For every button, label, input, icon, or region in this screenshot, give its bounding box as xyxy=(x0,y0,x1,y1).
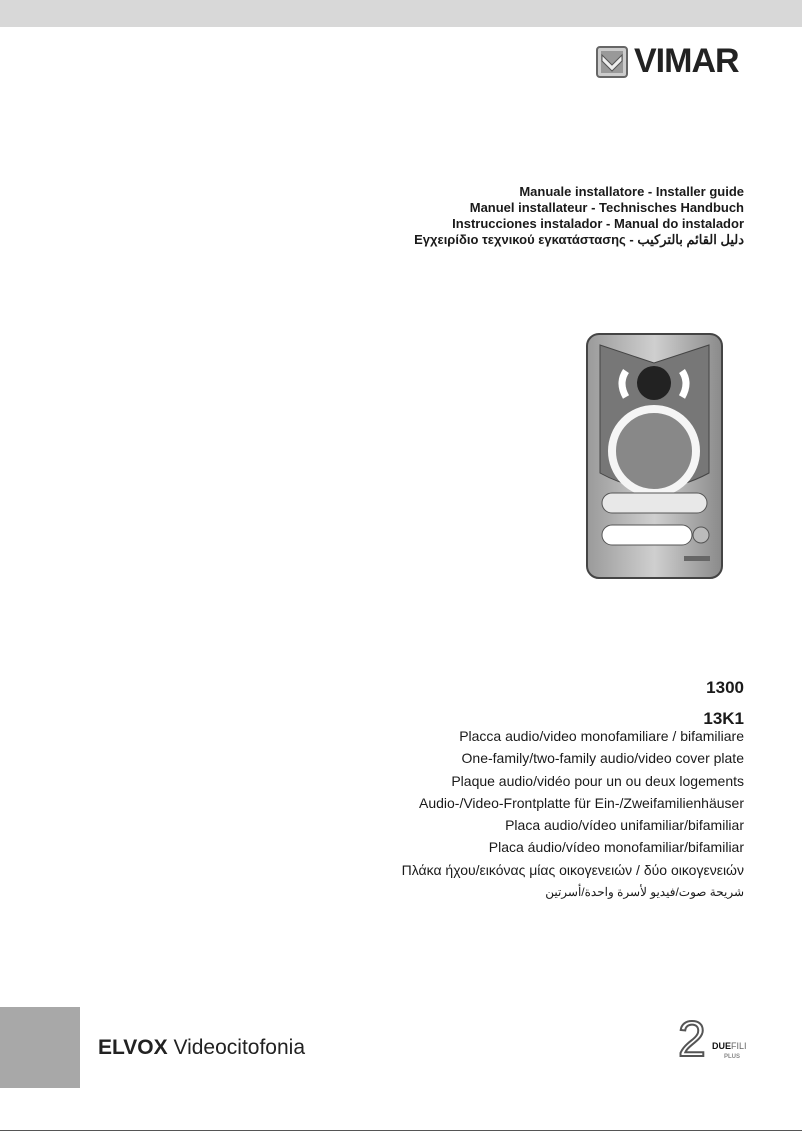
guide-title: Manuale installatore - Installer guide xyxy=(519,184,744,199)
product-descriptions xyxy=(402,725,744,903)
product-code: 1300 xyxy=(706,678,744,697)
elvox-videocitofonia-logo xyxy=(98,1036,305,1060)
vimar-wordmark: VIMAR xyxy=(634,42,739,80)
description-line: Placca audio/video monofamiliare / bifamiliare xyxy=(459,728,744,744)
guide-title: Manuel installateur - Technisches Handbuch xyxy=(469,200,744,215)
guide-title: Εγχειρίδιο τεχνικού εγκατάστασης - دليل القائم بالتركيب xyxy=(414,232,744,247)
description-line: Placa áudio/vídeo monofamiliar/bifamiliar xyxy=(488,839,744,856)
product-code: 13K1 xyxy=(703,709,744,728)
duefili-plus-logo xyxy=(678,1012,754,1060)
videocitofonia-text: Videocitofonia xyxy=(167,1036,306,1059)
gray-square xyxy=(0,1007,80,1088)
cover-plate-image xyxy=(586,333,723,579)
top-band xyxy=(0,0,802,27)
elvox-wordmark: ELVOX xyxy=(98,1036,168,1059)
svg-text:2: 2 xyxy=(678,1012,706,1060)
description-line: Plaque audio/vidéo pour un ou deux logements xyxy=(451,772,744,789)
description-line: Πλάκα ήχου/εικόνας μίας οικογενειών / δύο οικογενειών xyxy=(401,861,744,878)
vimar-logo xyxy=(596,42,739,81)
description-line: One-family/two-family audio/video cover plate xyxy=(461,750,744,767)
guide-titles xyxy=(414,184,744,248)
guide-title: Instrucciones instalador - Manual do instalador xyxy=(452,216,744,231)
svg-text:PLUS: PLUS xyxy=(724,1054,741,1060)
description-line: شريحة صوت/فيديو لأسرة واحدة/أسرتين xyxy=(545,885,744,900)
svg-text:DUEFILI: DUEFILI xyxy=(712,1041,747,1051)
vimar-emblem-icon xyxy=(596,46,628,78)
description-line: Placa audio/vídeo unifamiliar/bifamiliar xyxy=(505,817,744,834)
bottom-rule xyxy=(0,1130,802,1131)
description-line: Audio-/Video-Frontplatte für Ein-/Zweifamilienhäuser xyxy=(418,794,744,811)
